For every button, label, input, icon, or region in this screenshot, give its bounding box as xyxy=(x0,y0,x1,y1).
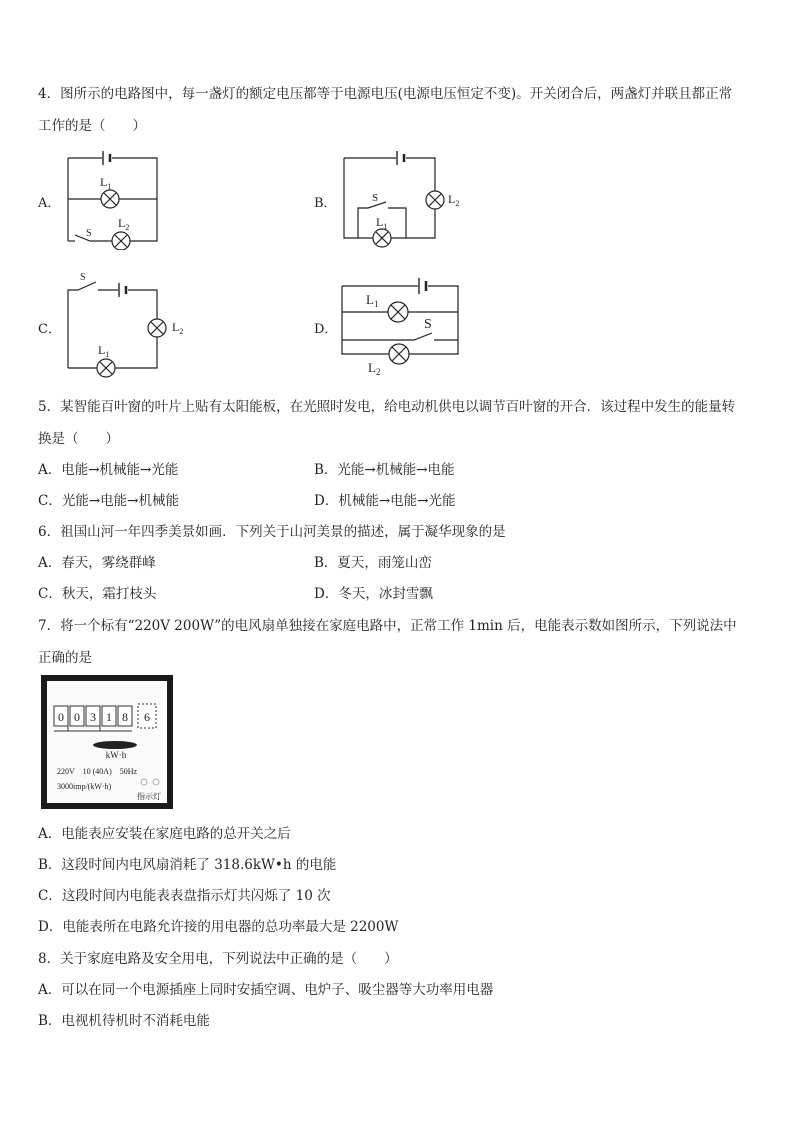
q4-a-l2-sub: 2 xyxy=(125,223,130,232)
q8-option-b[interactable]: B．电视机待机时不消耗电能 xyxy=(38,1013,210,1029)
q5-option-c[interactable]: C．光能→电能→机械能 xyxy=(38,493,179,509)
q4-b-l1-sub: 1 xyxy=(383,222,388,231)
q4-option-c-label[interactable]: C． xyxy=(38,322,61,337)
q6-stem: 6．祖国山河一年四季美景如画．下列关于山河美景的描述，属于凝华现象的是 xyxy=(38,524,506,540)
q7-option-d[interactable]: D．电能表所在电路允许接的用电器的总功率最大是 2200W xyxy=(38,919,399,935)
meter-digit-3: 3 xyxy=(90,710,96,724)
q5-option-b[interactable]: B．光能→机械能→电能 xyxy=(314,462,455,478)
svg-text:L2 xyxy=(368,360,380,377)
svg-text:L2 xyxy=(118,216,129,232)
q7-option-a[interactable]: A．电能表应安装在家庭电路的总开关之后 xyxy=(38,826,291,842)
q4-a-l1-sub: 1 xyxy=(107,182,112,191)
q4-d-switch-label: S xyxy=(424,317,432,332)
q4-b-l1-text: L xyxy=(376,215,384,229)
q8-stem: 8．关于家庭电路及安全用电，下列说法中正确的是（ ） xyxy=(38,951,398,967)
q6-option-a[interactable]: A．春天，雾绕群峰 xyxy=(38,555,156,571)
q7-option-c[interactable]: C．这段时间内电能表表盘指示灯共闪烁了 10 次 xyxy=(38,888,331,904)
q6-option-c[interactable]: C．秋天，霜打枝头 xyxy=(38,586,157,602)
q5-option-a[interactable]: A．电能→机械能→光能 xyxy=(38,462,179,478)
meter-digit-5: 8 xyxy=(122,710,128,724)
q6-option-b[interactable]: B．夏天，雨笼山峦 xyxy=(314,555,432,571)
q4-d-l1-text: L xyxy=(366,292,374,307)
q4-d-l2-sub: 2 xyxy=(375,367,381,377)
meter-digit-4: 1 xyxy=(106,710,112,724)
meter-unit-label: kW·h xyxy=(105,750,127,760)
svg-text:L1 xyxy=(98,343,109,359)
q5-option-d[interactable]: D．机械能→电能→光能 xyxy=(314,493,456,509)
q4-option-b-label[interactable]: B． xyxy=(314,196,337,211)
q4-d-l1-sub: 1 xyxy=(373,299,379,309)
svg-text:L1 xyxy=(100,175,111,191)
q7-stem-line2: 正确的是 xyxy=(38,650,92,666)
meter-spec-text: 220V 10 (40A) 50Hz xyxy=(57,767,138,776)
q4-c-l1-text: L xyxy=(98,343,106,357)
meter-rotating-disc xyxy=(93,741,137,749)
q4-c-l1-sub: 1 xyxy=(105,350,110,359)
svg-text:L1 xyxy=(376,215,387,231)
q4-b-l2-sub: 2 xyxy=(455,199,460,208)
q4-a-switch-label: S xyxy=(86,228,92,239)
meter-imp-text: 3000imp/(kW·h) xyxy=(57,782,112,791)
q4-circuit-b-diagram xyxy=(336,148,471,248)
q5-stem-line2: 换是（ ） xyxy=(38,431,119,447)
q4-a-l2-text: L xyxy=(118,216,126,230)
meter-digit-1: 0 xyxy=(58,710,64,724)
q4-d-l2-text: L xyxy=(368,360,376,375)
svg-text:L1 xyxy=(366,292,378,309)
q4-a-l1-text: L xyxy=(100,175,108,189)
meter-digit-6: 6 xyxy=(144,710,150,724)
energy-meter-figure xyxy=(40,674,174,810)
q5-stem-line1: 5．某智能百叶窗的叶片上贴有太阳能板，在光照时发电，给电动机供电以调节百叶窗的开合．该过程中发生的能量转 xyxy=(38,399,736,415)
q4-c-switch-label: S xyxy=(80,272,86,283)
q4-b-l2-text: L xyxy=(448,192,456,206)
q7-stem-line1: 7．将一个标有“220V 200W”的电风扇单独接在家庭电路中，正常工作 1min 后，电能表示数如图所示，下列说法中 xyxy=(38,618,737,634)
q4-stem-line1: 4．图所示的电路图中，每一盏灯的额定电压都等于电源电压(电源电压恒定不变)。开关闭合后，两盏灯并联且都正常 xyxy=(38,86,733,102)
q4-option-a-label[interactable]: A． xyxy=(38,196,61,211)
q8-option-a[interactable]: A．可以在同一个电源插座上同时安插空调、电炉子、吸尘器等大功率用电器 xyxy=(38,982,494,998)
q4-stem-line2: 工作的是（ ） xyxy=(38,118,146,134)
q4-circuit-c-diagram xyxy=(60,268,195,383)
q4-circuit-d-diagram xyxy=(336,270,471,380)
meter-indicator-label: 指示灯 xyxy=(137,792,161,801)
svg-text:L2 xyxy=(448,192,459,208)
q4-c-l2-text: L xyxy=(172,320,180,334)
q4-option-d-label[interactable]: D． xyxy=(314,322,338,337)
meter-digit-2: 0 xyxy=(74,710,80,724)
q4-circuit-a-diagram xyxy=(60,145,170,250)
svg-text:L2 xyxy=(172,320,183,336)
q4-b-switch-label: S xyxy=(372,192,379,204)
q7-option-b[interactable]: B．这段时间内电风扇消耗了 318.6kW•h 的电能 xyxy=(38,857,337,873)
q4-c-l2-sub: 2 xyxy=(179,327,184,336)
q6-option-d[interactable]: D．冬天，冰封雪飘 xyxy=(314,586,433,602)
